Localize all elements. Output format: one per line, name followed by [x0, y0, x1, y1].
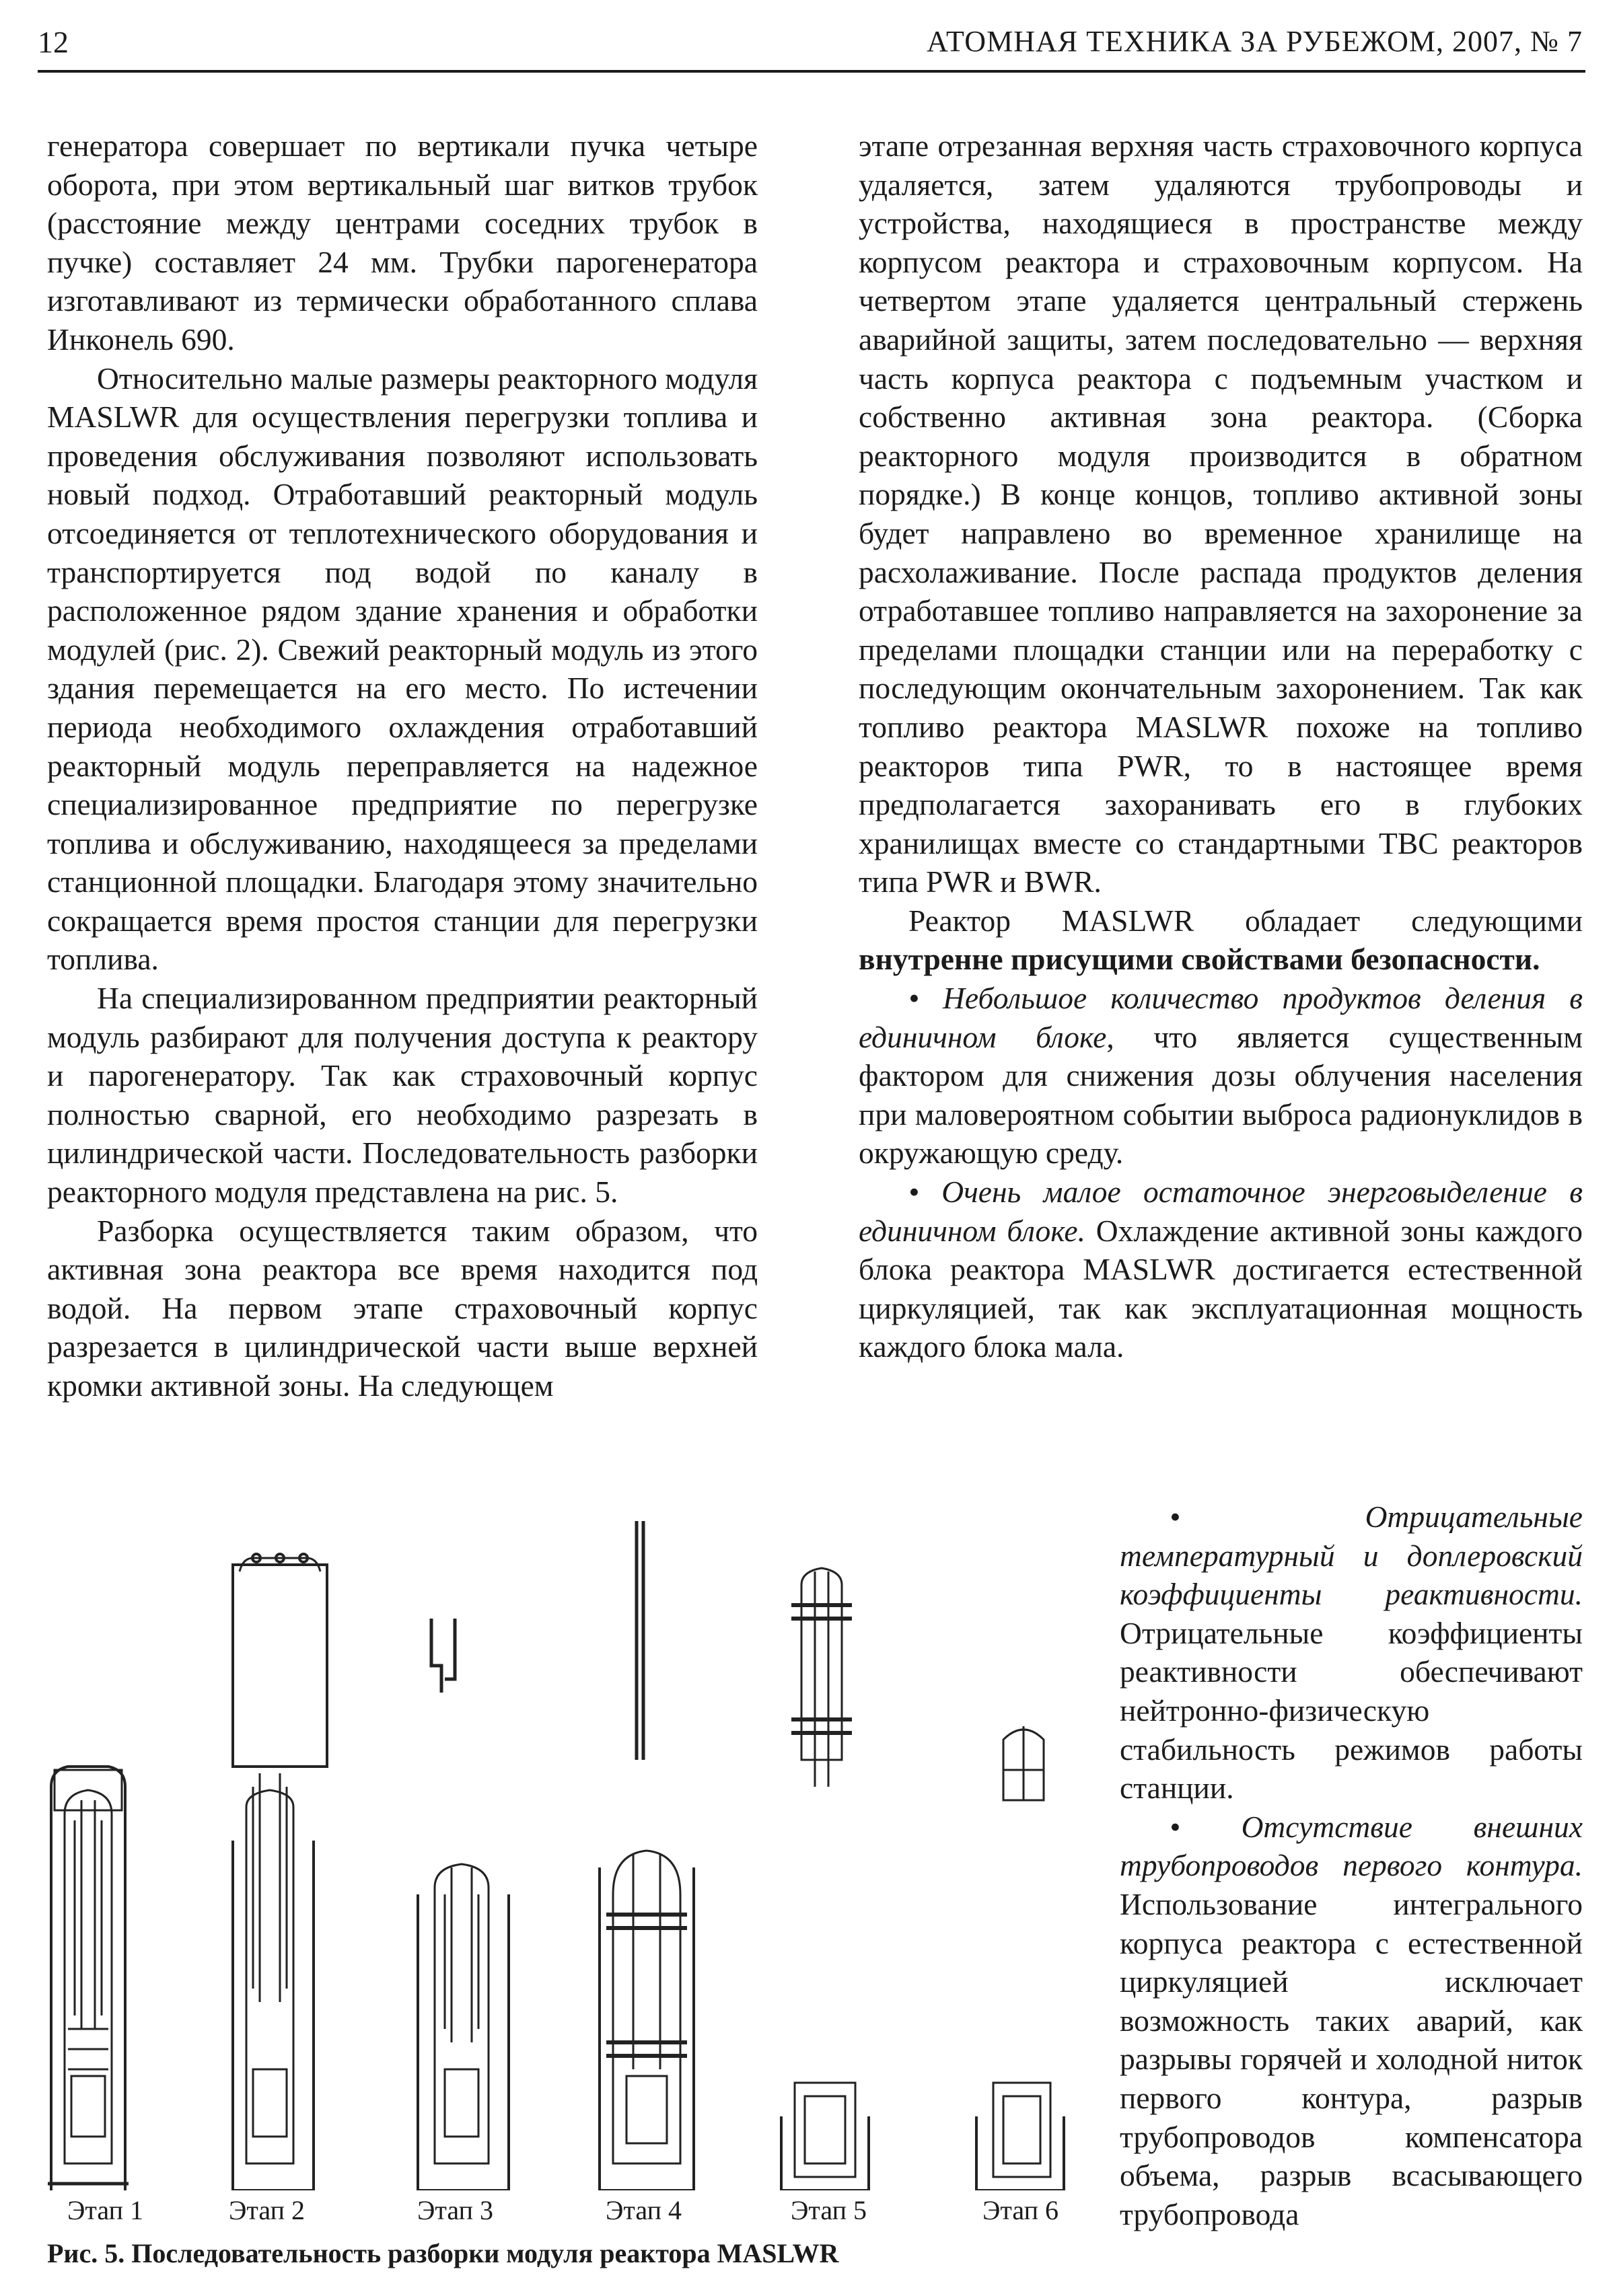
safety-intro-bold: внутренне присущими свойствами безопасности.: [859, 942, 1540, 977]
right-paragraph-1: этапе отрезанная верхняя часть страховочного корпуса удаляется, затем удаляются трубопроводы и устройства, находящиеся в пространстве между корпусом реактора и страховочным корпусом. На четвертом этапе удаляется центральный стержень аварийной защиты, затем последовательно — верхняя часть корпуса реактора с подъемным участком и собственно активная зона реактора. (Сборка реакторного модуля производится в обратном порядке.) В конце концов, топливо активной зоны будет направлено во временное хранилище на расхолаживание. После распада продуктов деления отработавшее топливо направляется на захоронение за пределами площадки станции или на переработку с последующим окончательным захоронением. Так как топливо реактора MASLWR похоже на топливо реакторов типа PWR, то в настоящее время предполагается захоранивать его в глубоких хранилищах вместе со стандартными ТВС реакторов типа PWR и BWR.: [859, 128, 1583, 899]
right-paragraph-2: [859, 901, 1583, 979]
stage-label-6: Этап 6: [982, 2195, 1059, 2225]
stage-3-piping-removed: [418, 1619, 509, 2190]
bullet-1-title: • Небольшое количество продуктов деления в единичном блоке: [859, 981, 1583, 1054]
journal-title: АТОМНАЯ ТЕХНИКА ЗА РУБЕЖОМ, 2007, № 7: [927, 25, 1583, 58]
bullet-fission-products: [859, 979, 1583, 1173]
stage-4-rod-removed: [600, 1521, 694, 2190]
bullet-reactivity: [1120, 1497, 1583, 1808]
stage-1-module: [48, 1767, 129, 2190]
bullet-1-text: , что является существенным фактором для снижения дозы облучения населения при маловероятном событии выброса радионуклидов в окружающую среду.: [859, 1019, 1583, 1171]
stage-label-3: Этап 3: [417, 2195, 494, 2225]
safety-intro: Реактор MASLWR обладает следующими: [908, 903, 1583, 938]
page-number: 12: [38, 25, 69, 59]
left-paragraph-3: На специализированном предприятии реакторный модуль разбирают для получения доступа к реактору и парогенератору. Так как страховочный корпус полностью сварной, его необходимо разрезать в цилиндрической части. Последовательность разборки реакторного модуля представлена на рис. 5.: [47, 981, 758, 1210]
left-column: [47, 126, 758, 1405]
stage-label-5: Этап 5: [791, 2195, 867, 2225]
bullet-decay-heat: [859, 1173, 1583, 1366]
figure-caption: Рис. 5. Последовательность разборки модуля реактора MASLWR: [47, 2238, 839, 2268]
right-column: [859, 126, 1583, 1366]
bullet-2-text: Охлаждение активной зоны каждого блока реактора MASLWR достигается естественной циркуляцией, так как эксплуатационная мощность каждого блока мала.: [859, 1213, 1583, 1364]
bullet-4-text: Использование интегрального корпуса реактора с естественной циркуляцией исключает возможность таких аварий, как разрывы горячей и холодной ниток первого контура, разрыв трубопроводов компенсатора объема, разрыв всасывающего трубопровода: [1120, 1886, 1583, 2231]
disassembly-drawing: [38, 1518, 1087, 2190]
right-narrow-column: [1120, 1497, 1583, 2233]
stage-6-core-removed: [976, 1726, 1064, 2190]
stage-label-4: Этап 4: [606, 2195, 682, 2225]
stage-5-head-removed: [781, 1568, 869, 2190]
bullet-4-title: • Отсутствие внешних трубопроводов первого контура.: [1120, 1809, 1583, 1883]
bullet-3-text: Отрицательные коэффициенты реактивности обеспечивают нейтронно-физическую стабильность режимов работы станции.: [1120, 1615, 1583, 1806]
left-paragraph-4: Разборка осуществляется таким образом, что активная зона реактора все время находится под водой. На первом этапе страховочный корпус разрезается в цилиндрической части выше верхней кромки активной зоны. На следующем: [47, 1213, 758, 1403]
stage-label-1: Этап 1: [67, 2195, 144, 2225]
bullet-3-title: • Отрицательные температурный и доплеровский коэффициенты реактивности.: [1120, 1499, 1583, 1612]
page-header: [38, 20, 1585, 73]
stage-label-2: Этап 2: [229, 2195, 306, 2225]
stage-2-cut-shell: [233, 1554, 327, 2190]
figure-disassembly: [38, 1518, 1087, 2204]
bullet-2-title: • Очень малое остаточное энерговыделение в единичном блоке.: [859, 1175, 1583, 1248]
left-paragraph-2: Относительно малые размеры реакторного модуля MASLWR для осуществления перегрузки топлива и проведения обслуживания позволяют использовать новый подход. Отработавший реакторный модуль отсоединяется от теплотехнического оборудования и транспортируется под водой по каналу в расположенное рядом здание хранения и обработки модулей (рис. 2). Свежий реакторный модуль из этого здания перемещается на его место. По истечении периода необходимого охлаждения отработавший реакторный модуль переправляется на надежное специализированное предприятие по перегрузке топлива и обслуживанию, находящееся за пределами станционной площадки. Благодаря этому значительно сокращается время простоя станции для перегрузки топлива.: [47, 361, 758, 977]
bullet-no-piping: [1120, 1808, 1583, 2234]
left-paragraph-1: генератора совершает по вертикали пучка четыре оборота, при этом вертикальный шаг витков трубок (расстояние между центрами соседних трубок в пучке) составляет 24 мм. Трубки парогенератора изготавливают из термически обработанного сплава Инконель 690.: [47, 128, 758, 357]
